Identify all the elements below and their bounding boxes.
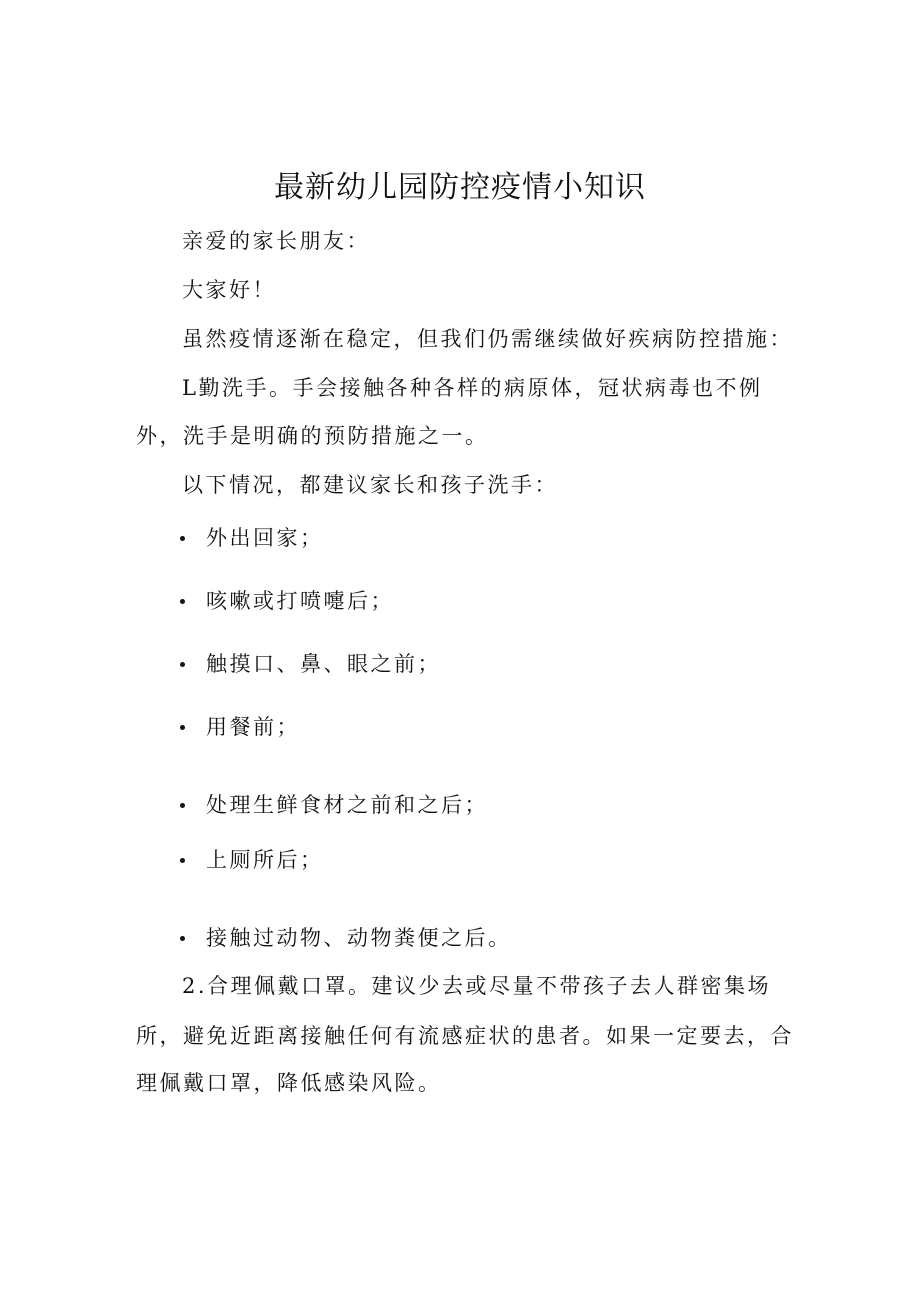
point2-line2: 所，避免近距离接触任何有流感症状的患者。如果一定要去，合 bbox=[136, 1024, 794, 1048]
bullet-icon bbox=[180, 803, 185, 808]
wash-intro-text: 以下情况，都建议家长和孩子洗手： bbox=[182, 473, 558, 497]
greeting-text: 亲爱的家长朋友： bbox=[182, 229, 370, 253]
intro-paragraph: 虽然疫情逐渐在稳定，但我们仍需继续做好疾病防控措施： bbox=[182, 327, 793, 351]
list-item bbox=[180, 649, 441, 679]
list-item-text: 处理生鲜食材之前和之后； bbox=[206, 793, 488, 817]
point1-line1: L勤洗手。手会接触各种各样的病原体，冠状病毒也不例 bbox=[182, 376, 763, 400]
hello-text: 大家好！ bbox=[182, 278, 276, 302]
point2-line3: 理佩戴口罩，降低感染风险。 bbox=[136, 1071, 442, 1095]
list-item bbox=[180, 523, 324, 553]
list-item-text: 咳嗽或打喷嚏后； bbox=[206, 589, 394, 613]
list-item-text: 上厕所后； bbox=[206, 848, 324, 872]
bullet-icon bbox=[180, 858, 185, 863]
point2-line1: 2.合理佩戴口罩。建议少去或尽量不带孩子去人群密集场 bbox=[182, 974, 772, 998]
bullet-icon bbox=[180, 936, 185, 941]
list-item-text: 用餐前； bbox=[206, 715, 300, 739]
list-item bbox=[180, 845, 324, 875]
list-item bbox=[180, 790, 488, 820]
bullet-icon bbox=[180, 536, 185, 541]
list-item-text: 触摸口、鼻、眼之前； bbox=[206, 652, 441, 676]
list-item bbox=[180, 923, 512, 953]
bullet-icon bbox=[180, 725, 185, 730]
list-item-text: 外出回家； bbox=[206, 526, 324, 550]
document-title: 最新幼儿园防控疫情小知识 bbox=[274, 170, 646, 205]
bullet-icon bbox=[180, 662, 185, 667]
list-item bbox=[180, 712, 300, 742]
point1-line2: 外，洗手是明确的预防措施之一。 bbox=[136, 424, 489, 448]
bullet-icon bbox=[180, 599, 185, 604]
list-item-text: 接触过动物、动物粪便之后。 bbox=[206, 926, 512, 950]
list-item bbox=[180, 586, 394, 616]
